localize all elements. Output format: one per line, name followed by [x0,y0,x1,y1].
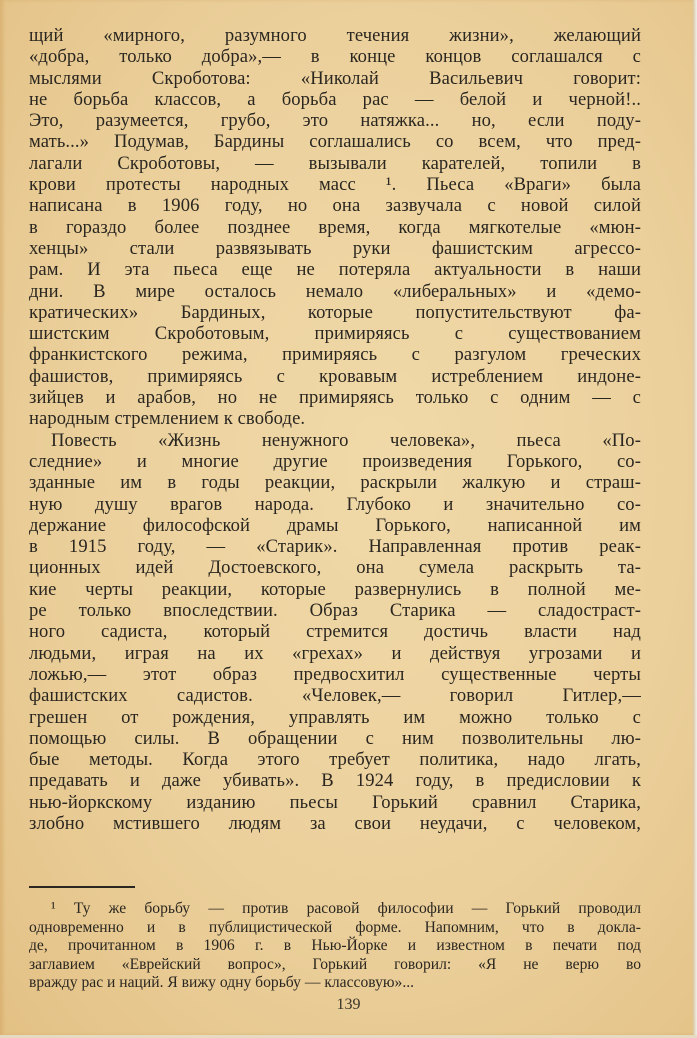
text-line: не борьба классов, а борьба рас — белой и черной!.. [29,88,641,110]
text-line: дни. В мире осталось немало «либеральных» и «демо- [29,280,641,302]
text-line: следние» и многие другие произведения Горького, со- [29,450,641,472]
text-line: бые методы. Когда этого требует политика, надо лгать, [29,749,641,771]
text-line: ре только впоследствии. Образ Старика — сладостраст- [29,600,641,622]
text-line: грешен от рождения, управлять им можно только с [29,706,641,728]
text-line: зданные им в годы реакции, раскрыли жалкую и страш- [29,472,641,494]
text-line: в гораздо более позднее время, когда мягкотелые «мюн- [29,216,641,238]
text-line: ную душу врагов народа. Глубоко и значительно со- [29,493,641,515]
text-line: ложью,— этот образ предвосхитил существенные черты [29,663,641,685]
text-line: «добра, только добра»,— в конце концов соглашался с [29,46,641,68]
text-line: кратических» Бардиных, которые попустительствуют фа- [29,301,641,323]
text-line: мать...» Подумав, Бардины соглашались со всем, что пред- [29,131,641,153]
page-number: 139 [336,996,361,1013]
text-line: помощью силы. В обращении с ним позволительны лю- [29,727,641,749]
text-line: ционных идей Достоевского, она сумела раскрыть та- [29,557,641,579]
text-line: фашистских садистов. «Человек,— говорил Гитлер,— [29,685,641,707]
footnote-line: де, прочитанном в 1906 г. в Нью-Йорке и известном в печати под [29,937,641,955]
footnote-line: ¹ Ту же борьбу — против расовой философии — Горький проводил [51,900,641,917]
text-line: ного садиста, который стремится достичь власти над [29,621,641,643]
text-line: франкистского режима, примиряясь с разгулом греческих [29,344,641,366]
text-line: зийцев и арабов, но не примиряясь только с одним — с [29,387,641,409]
text-line: фашистов, примиряясь с кровавым истреблением индоне- [29,365,641,387]
text-line: народным стремлением к свободе. [29,408,306,430]
footnote-separator [29,886,135,888]
page-edge [693,0,697,1038]
text-line: людьми, играя на их «грехах» и действуя угрозами и [29,642,641,664]
text-line: нью-йоркскому изданию пьесы Горький сравнил Старика, [29,791,641,813]
text-line: крови протесты народных масс ¹. Пьеса «Враги» была [29,174,641,196]
text-line: предавать и даже убивать». В 1924 году, в предисловии к [29,770,641,792]
footnote-line: одновременно и в публицистической форме. Напомним, что в докла- [29,918,641,936]
text-line: держание философской драмы Горького, написанной им [29,514,641,536]
text-line: хенцы» стали развязывать руки фашистским агрессо- [29,237,641,259]
body-text [29,25,641,834]
paragraph-start-line: Повесть «Жизнь ненужного человека», пьеса «По- [51,429,641,451]
text-line: кие черты реакции, которые развернулись в полной ме- [29,578,641,600]
text-line: мыслями Скроботова: «Николай Васильевич говорит: [29,67,641,89]
text-line: написана в 1906 году, но она зазвучала с новой силой [29,195,641,217]
text-line: рам. И эта пьеса еще не потеряла актуальности в наши [29,259,641,281]
text-line: лагали Скроботовы, — вызывали карателей, топили в [29,152,641,174]
text-line: злобно мстившего людям за свои неудачи, с человеком, [29,812,641,834]
text-line: шистским Скроботовым, примиряясь с существованием [29,323,641,345]
footnote-line: вражду рас и наций. Я вижу одну борьбу — классовую»... [29,974,415,992]
footnote-line: заглавием «Еврейский вопрос», Горький говорил: «Я не верю во [29,955,641,973]
text-line: Это, разумеется, грубо, это натяжка... но, если поду- [29,110,641,132]
footnotes [29,900,641,993]
text-line: щий «мирного, разумного течения жизни», желающий [29,25,641,46]
text-line: в 1915 году, — «Старик». Направленная против реак- [29,536,641,558]
